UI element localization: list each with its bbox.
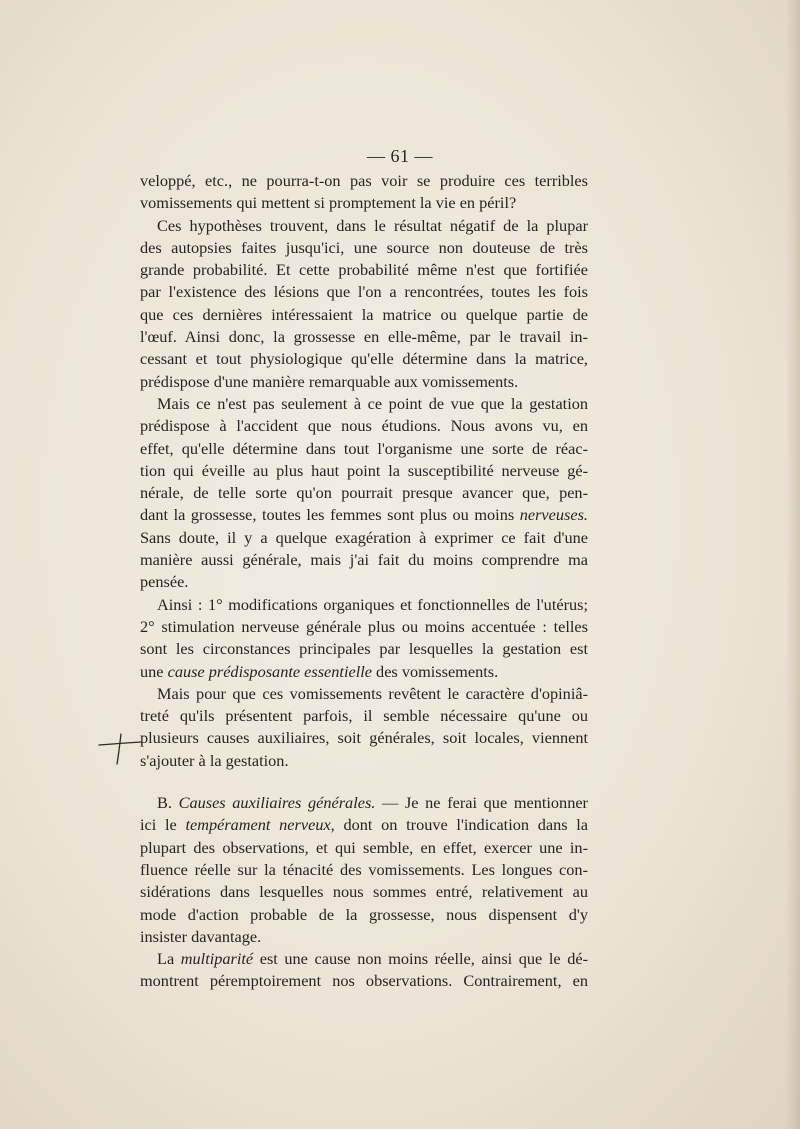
section-heading: Causes auxiliaires générales. (178, 793, 376, 813)
italic-term: tempérament nerveux, (185, 815, 335, 835)
italic-term: multiparité (180, 949, 254, 969)
text-line: veloppé, etc., ne pourra-t-on pas voir se produire ces terribles (140, 171, 588, 190)
text-line: plupart des observations, et qui semble, en effet, exercer une in- (140, 837, 588, 857)
text-line: 2° stimulation nerveuse générale plus ou moins accentuée : telles (140, 616, 588, 636)
text-line (140, 948, 588, 970)
text-line: sont les circonstances principales par lesquelles la gestation est (140, 639, 588, 659)
text-line (140, 661, 588, 683)
text-line: tion qui éveille au plus haut point la susceptibilité nerveuse gé- (140, 460, 588, 480)
text-line: prédispose à l'accident que nous étudions. Nous avons vu, en (140, 416, 588, 436)
text-segment: — Je ne ferai que mentionner (382, 793, 588, 813)
italic-term: cause prédisposante essentielle (167, 661, 372, 681)
text-line: Sans doute, il y a quelque exagération à exprimer ce fait d'une (140, 527, 588, 547)
text-line: Ces hypothèses trouvent, dans le résultat négatif de la plupar (157, 215, 588, 235)
text-segment: ici le (140, 815, 177, 835)
text-line: nérale, de telle sorte qu'on pourrait presque avancer que, pen- (140, 483, 588, 503)
text-segment: La (157, 949, 175, 969)
page-edge-shadow (786, 0, 800, 1129)
text-line: l'œuf. Ainsi donc, la grossesse en elle-même, par le travail in- (140, 327, 588, 347)
text-line: que ces dernières intéressaient la matrice ou quelque partie de (140, 304, 588, 324)
text-line: insister davantage. (140, 926, 262, 946)
text-segment: des vomissements. (376, 661, 499, 681)
text-line (140, 814, 588, 836)
text-line (140, 792, 588, 814)
text-line: s'ajouter à la gestation. (140, 750, 289, 770)
text-segment: dant la grossesse, toutes les femmes sont plus ou moins (140, 505, 515, 525)
text-line: mode d'action probable de la grossesse, nous dispensent d'y (140, 904, 588, 924)
text-line: par l'existence des lésions que l'on a rencontrées, toutes les fois (140, 282, 588, 302)
text-line: des autopsies faites jusqu'ici, une source non douteuse de très (140, 237, 588, 257)
text-segment: une (140, 661, 164, 681)
text-line: cessant et tout physiologique qu'elle détermine dans la matrice, (140, 349, 588, 369)
text-line: Ainsi : 1° modifications organiques et fonctionnelles de l'utérus; (157, 594, 588, 614)
text-line: manière aussi générale, mais j'ai fait du moins comprendre ma (140, 550, 588, 570)
text-line: vomissements qui mettent si promptement la vie en péril? (140, 193, 517, 213)
italic-term: nerveuses. (519, 505, 588, 525)
text-segment: est une cause non moins réelle, ainsi que le dé- (259, 949, 588, 969)
text-line: effet, qu'elle détermine dans tout l'organisme une sorte de réac- (140, 438, 588, 458)
text-line: treté qu'ils présentent parfois, il semble nécessaire qu'une ou (140, 706, 588, 726)
text-line: grande probabilité. Et cette probabilité même n'est que fortifiée (140, 260, 588, 280)
text-line: pensée. (140, 572, 189, 592)
text-line: plusieurs causes auxiliaires, soit générales, soit locales, viennent (140, 728, 588, 748)
text-line: prédispose d'une manière remarquable aux vomissements. (140, 371, 519, 391)
margin-plus-mark-icon (97, 728, 143, 768)
text-line: fluence réelle sur la ténacité des vomissements. Les longues con- (140, 859, 588, 879)
text-line: montrent péremptoirement nos observations. Contrairement, en (140, 971, 588, 991)
section-gap (140, 772, 588, 792)
text-line (140, 504, 588, 526)
body-text (140, 170, 588, 993)
text-line: Mais ce n'est pas seulement à ce point de vue que la gestation (157, 393, 588, 413)
text-line: Mais pour que ces vomissements revêtent le caractère d'opiniâ- (157, 683, 588, 703)
section-letter: B. (157, 793, 172, 813)
text-segment: dont on trouve l'indication dans la (343, 815, 589, 835)
page-number: — 61 — (367, 146, 433, 166)
text-line: sidérations dans lesquelles nous sommes entré, relativement au (140, 882, 588, 902)
